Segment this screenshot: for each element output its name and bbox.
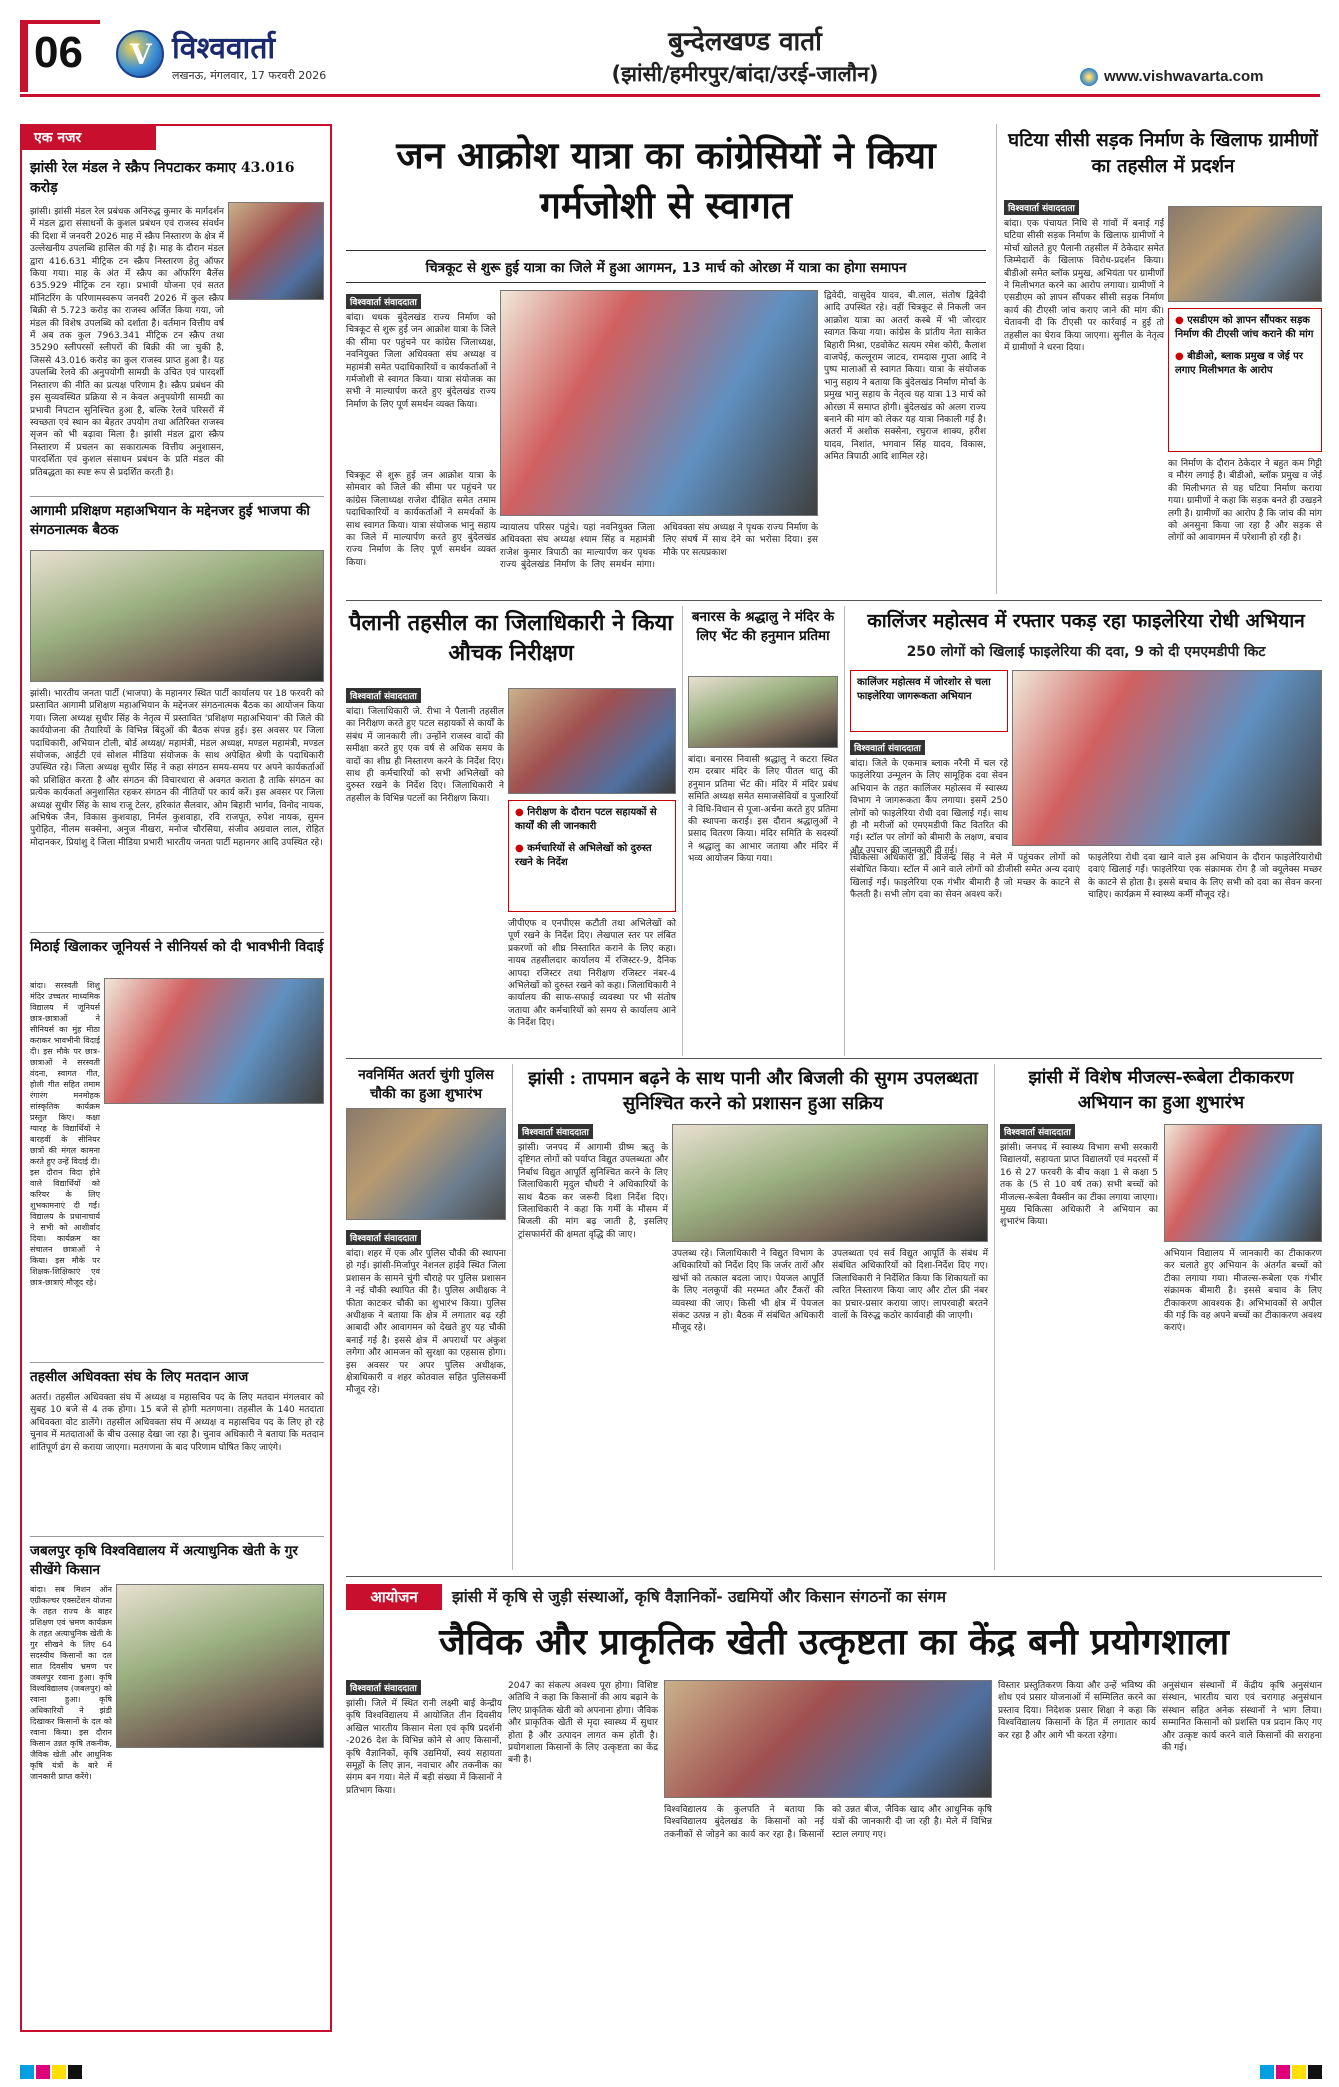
rt-headline: घटिया सीसी सड़क निर्माण के खिलाफ ग्रामीणों का तहसील में प्रदर्शन	[1008, 130, 1318, 177]
masthead-rule	[20, 94, 1320, 97]
measles-divider-left	[994, 1064, 995, 1570]
s5-photo-farmers	[116, 1584, 324, 1748]
s2-photo-meeting	[30, 550, 324, 682]
row3-divider	[346, 1576, 1322, 1577]
left-column	[20, 124, 332, 2032]
rt-byline: विश्ववार्ता संवाददाता	[1004, 200, 1079, 215]
measles-headline: झांसी में विशेष मीजल्स-रूबेला टीकाकरण अभियान का हुआ शुभारंभ	[1028, 1068, 1294, 1113]
measles-col1	[1000, 1120, 1158, 1562]
lead-body1: बांदा। धधक बुंदेलखंड राज्य निर्माण को चित्रकूट से शुरू हुई जन आक्रोश यात्रा के जिले की सीमा पर पहुंचने पर कांग्रेस जिलाध्यक्ष, नवनियुक्त जिला अधिवक्ता संघ अध्यक्ष व महामंत्री समेत पदाधिकारियों व कार्यकर्ताओं ने गर्मजोशी से स्वागत किया। यात्रा संयोजक का सभी ने माल्यार्पण करते हुए बुंदेलखंड राज्य निर्माण के लिए पूर्ण समर्थन व्यक्त किया।	[346, 313, 496, 410]
jhansi-photo-meeting	[672, 1124, 988, 1242]
right-col-divider	[996, 124, 997, 594]
atarra-photo-chowki	[346, 1108, 506, 1220]
s5-body-cont	[30, 1754, 324, 2024]
jhansi-col1	[518, 1120, 668, 1562]
ek-nazar-label: एक नजर	[22, 126, 156, 150]
krishi-body1: झांसी। जिले में स्थित रानी लक्ष्मी बाई केन्द्रीय कृषि विश्वविद्यालय में आयोजित तीन दिवसीय अखिल भारतीय किसान मेला एवं कृषि प्रदर्शनी -2026 देश के विभिन्न कोने से आए किसानों, कृषि वैज्ञानिकों, कृषि उद्यमियों, स्वयं सहायता समूहों के लिए ज्ञान, नवाचार और तकनीक का संगम बन गया। मेले में बड़ी संख्या में किसानों ने प्रतिभाग किया।	[346, 1699, 502, 1796]
lead-subhead-rule-bottom	[346, 282, 986, 283]
registration-mark-magenta	[36, 2065, 50, 2079]
paper-name: विश्ववार्ता	[172, 31, 276, 66]
rt-callout	[1168, 308, 1322, 452]
s1-headline: झांसी रेल मंडल ने स्क्रैप निपटाकर कमाए 43.016 करोड़	[30, 160, 295, 196]
krishi-body2: 2047 का संकल्प अवश्य पूरा होगा। विशिष्ट अतिथि ने कहा कि किसानों की आय बढ़ाने के लिए प्राकृतिक खेती को अपनाना होगा। जैविक और प्राकृतिक खेती से मृदा स्वास्थ्य में सुधार होता है और उत्पादन लागत कम होती है। प्रयोगशाला किसानों के लिए उत्कृष्टता का केंद्र बनी है।	[508, 1681, 658, 1766]
lead-body4: द्विवेदी, वासुदेव यादव, बी.लाल, संतोष द्विवेदी आदि उपस्थित रहे। वहीं चित्रकूट से निकली जन आक्रोश यात्रा का अतर्रा कस्बे में भी जोरदार स्वागत किया गया। कांग्रेस के प्रांतीय नेता साकेत बिहारी मिश्रा, एडवोकेट सत्यम रमेश कोरी, कैलाश वाजपेई, कल्लूराम जाटव, रामदास गुप्ता आदि ने पुष्प मालाओं से स्वागत किया। यात्रा के संयोजक भानु सहाय ने बताया कि बुंदेलखंड निर्माण मोर्चा के प्रमुख भानु सहाय के नेतृत्व यह यात्रा 13 मार्च को ओरछा में समाप्त होगी। बुंदेलखंड को अलग राज्य बनाने की मांग को लेकर यह यात्रा निकाली गई है। अतर्रा में अशोक सक्सेना, रघुराज शाक्य, हरीश यादव, निशांत, भगवान सिंह यादव, विकास, अमित त्रिपाठी आदि शामिल रहे।	[824, 291, 986, 463]
pailani-callout-2: ● कर्मचारियों से अभिलेखों को दुरुस्त रखने के निर्देश	[515, 843, 652, 868]
rt-body1: बांदा। एक पंचायत निधि से गांवों में बनाई गई घटिया सीसी सड़क निर्माण के खिलाफ ग्रामीणों ने मोर्चा खोलते हुए पैलानी तहसील में ठेकेदार समेत जिम्मेदारों के खिलाफ विरोध-प्रदर्शन किया। बीडीओ समेत ब्लॉक प्रमुख, अभियंता पर ग्रामीणों ने मिलीभगत करने का आरोप लगाया। ग्रामीणों ने एसडीएम को ज्ञापन सौंपकर सीसी सड़क निर्माण कार्य की टीएसी जांच कराए जाने की मांग की। चेतावनी दी कि टीएसी पर कार्रवाई न हुई तो तहसील का घेराव किया जाएगा। सुनील के नेतृत्व में ग्रामीणों ने धरना दिया।	[1004, 219, 1164, 354]
banaras-divider-left	[682, 606, 683, 1056]
rt-body2: का निर्माण के दौरान ठेकेदार ने बहुत कम गिट्टी व मौरंग लगाई है। बीडीओ, ब्लॉक प्रमुख व जेई की मिलीभगत से यह घटिया निर्माण कराया गया। ग्रामीणों ने कहा कि सड़क बनते ही उखड़ने लगी है। ग्रामीणों का आरोप है कि जांच की मांग को अनसुना किया जा रहा है और सड़क से लोगों को आवागमन में परेशानी हो रही है।	[1168, 459, 1322, 544]
registration-mark-black-r	[1308, 2065, 1322, 2079]
s4-headline: तहसील अधिवक्ता संघ के लिए मतदान आज	[30, 1369, 249, 1385]
masthead-red-bar	[20, 20, 28, 92]
lead-subhead-rule-top	[346, 250, 986, 251]
s5-body: बांदा। सब मिशन ऑन एग्रीकल्चर एक्सटेंशन योजना के तहत राज्य के बाहर प्रशिक्षण एवं भ्रमण कार्यक्रम के तहत अत्याधुनिक खेती के गुर सीखने के लिए 64 सदस्यीय किसानों का दल सात दिवसीय भ्रमण पर जबलपुर रवाना हुआ। कृषि विश्वविद्यालय (जबलपुर) को रवाना हुआ। कृषि अधिकारियों ने झंडी दिखाकर किसानों के दल को रवाना किया। इस दौरान किसान उन्नत कृषि तकनीक, जैविक खेती और आधुनिक कृषि यंत्रों के बारे में जानकारी प्राप्त करेंगे।	[30, 1585, 112, 1781]
s4-body: अतर्रा। तहसील अधिवक्ता संघ में अध्यक्ष व महासचिव पद के लिए मतदान मंगलवार को सुबह 10 बजे से 4 तक होगा। 15 बजे से होगी मतगणना। तहसील के 140 मतदाता अधिवक्ता वोट डालेंगे। तहसील अधिवक्ता संघ में अध्यक्ष व महासचिव पद के लिए हो रहे चुनाव में मतदाताओं के बीच उत्साह देखा जा रहा है। चुनाव अधिकारी ने बताया कि मतदान शांतिपूर्ण ढंग से कराया जाएगा। मतगणना के बाद परिणाम घोषित किए जाएंगे।	[30, 1393, 324, 1453]
registration-mark-cyan-r	[1260, 2065, 1274, 2079]
atarra-byline: विश्ववार्ता संवाददाता	[346, 1230, 421, 1245]
pailani-col1	[346, 684, 504, 1070]
pailani-photo-inspection	[508, 688, 676, 794]
lead-body3: न्यायालय परिसर पहुंचे। यहां नवनियुक्त जिला अधिवक्ता संघ अध्यक्ष श्याम सिंह व महामंत्री राजेश कुमार त्रिपाठी का माल्यार्पण कर पृथक राज्य बुंदेलखंड निर्माण के लिए समर्थन मांगा। अधिवक्ता संघ अध्यक्ष ने पृथक राज्य निर्माण के लिए संघर्ष में साथ देने का भरोसा दिया। इस मौके पर सत्यप्रकाश	[500, 523, 818, 571]
banaras-photo-idol	[688, 676, 838, 748]
kalinjar-photo-camp	[1012, 670, 1322, 846]
lead-byline: विश्ववार्ता संवाददाता	[346, 294, 421, 309]
lead-photo-rally	[500, 290, 818, 516]
s3-headline: मिठाई खिलाकर जूनियर्स ने सीनियर्स को दी भावभीनी विदाई	[30, 939, 324, 955]
rt-callout-1: ● एसडीएम को ज्ञापन सौंपकर सड़क निर्माण की टीएसी जांच कराने की मांग	[1175, 315, 1314, 340]
web-icon	[1080, 68, 1098, 86]
jhansi-body2: उपलब्ध रहे। जिलाधिकारी ने विद्युत विभाग के अधिकारियों को निर्देश दिए कि जर्जर तारों और खंभों को तत्काल बदला जाए। पेयजल आपूर्ति के लिए नलकूपों की मरम्मत और टैंकरों की व्यवस्था की जाए। किसी भी क्षेत्र में पेयजल संकट उत्पन्न न हो। बैठक में संबंधित अधिकारी मौजूद रहे।	[672, 1249, 824, 1334]
s2-divider	[30, 496, 324, 497]
pailani-body2: जीपीएफ व एनपीएस कटौती तथा अभिलेखों को पूर्ण रखने के निर्देश दिए। लेखपाल स्तर पर लंबित प्रकरणों को शीघ्र निस्तारित कराने के लिए कहा। नायब तहसीलदार कार्यालय में रजिस्टर-9, दैनिक आपदा रजिस्टर तथा निरीक्षण रजिस्टर नंबर-4 अभिलेखों को दुरुस्त रखने को कहा। जिलाधिकारी ने कार्यालय की साफ-सफाई व्यवस्था पर भी संतोष जताया और कर्मचारियों को समय से कार्यालय आने के निर्देश दिए।	[508, 919, 676, 1029]
dateline: लखनऊ, मंगलवार, 17 फरवरी 2026	[172, 69, 327, 82]
jhansi-headline: झांसी : तापमान बढ़ने के साथ पानी और बिजली की सुगम उपलब्धता सुनिश्चित करने को प्रशासन हुआ सक्रिय	[528, 1068, 978, 1114]
kalinjar-headline: कालिंजर महोत्सव में रफ्तार पकड़ रहा फाइलेरिया रोधी अभियान	[867, 610, 1305, 632]
rt-callout-2: ● बीडीओ, ब्लाक प्रमुख व जेई पर लगाए मिलीभगत के आरोप	[1175, 351, 1303, 376]
s5-divider	[30, 1536, 324, 1537]
measles-byline: विश्ववार्ता संवाददाता	[1000, 1124, 1075, 1139]
jhansi-body1: झांसी। जनपद में आगामी ग्रीष्म ऋतु के दृष्टिगत लोगों को पर्याप्त विद्युत उपलब्धता और निर्बाध विद्युत आपूर्ति सुनिश्चित करने के लिए जिलाधिकारी मृदुल चौधरी ने अधिकारियों के साथ बैठक कर जरूरी दिशा निर्देश दिए। जिलाधिकारी ने कहा कि गर्मी के मौसम में बिजली की मांग बढ़ जाती है, इसलिए ट्रांसफार्मरों की क्षमता वृद्धि की जाए।	[518, 1143, 668, 1240]
krishi-body4: विस्तार प्रस्तुतिकरण किया और उन्हें भविष्य की शोध एवं प्रसार योजनाओं में सम्मिलित करने का प्रस्ताव दिया। निदेशक प्रसार शिक्षा ने कहा कि विश्वविद्यालय किसानों के हित में लगातार कार्य कर रहा है और आगे भी करता रहेगा।	[998, 1681, 1156, 1741]
s4-divider	[30, 1362, 324, 1363]
atarra-col	[346, 1226, 506, 1588]
section-subtitle: (झांसी/हमीरपुर/बांदा/उरई-जालौन)	[611, 62, 879, 86]
rt-col1	[1004, 196, 1164, 468]
kalinjar-callout: कालिंजर महोत्सव में जोरशोर से चला फाइलेरिया जागरूकता अभियान	[850, 670, 1008, 732]
atarra-body: बांदा। शहर में एक और पुलिस चौकी की स्थापना हो गई। झांसी-मिर्जापुर नेशनल हाईवे स्थित जिला प्रशासन के सामने चुंगी चौराहे पर पुलिस प्रशासन ने नई चौकी स्थापित की है। पुलिस अधीक्षक ने फीता काटकर चौकी का शुभारंभ किया। पुलिस अधीक्षक ने बताया कि क्षेत्र में लगातार बढ़ रही आबादी और आवागमन को देखते हुए यह चौकी बनाई गई है। इससे क्षेत्र में अपराधों पर अंकुश लगेगा और आमजन को सुरक्षा का एहसास होगा। इस अवसर पर अपर पुलिस अधीक्षक, क्षेत्राधिकारी व शहर कोतवाल सहित पुलिसकर्मी मौजूद रहे।	[346, 1249, 506, 1396]
pailani-callout	[508, 800, 676, 912]
s1-body-cont	[30, 304, 324, 494]
lead-headline: जन आक्रोश यात्रा का कांग्रेसियों ने किया गर्मजोशी से स्वागत	[396, 133, 936, 227]
kalinjar-divider-left	[844, 606, 845, 1056]
measles-photo-vaccination	[1164, 1124, 1322, 1242]
s1-body: झांसी। झांसी मंडल रेल प्रबंधक अनिरुद्ध कुमार के मार्गदर्शन में मंडल द्वारा संसाधनों के कुशल प्रबंधन एवं राजस्व संवर्धन की दिशा में जनवरी 2026 माह में स्क्रैप निस्तारण के क्षेत्र में उल्लेखनीय उपलब्धि हासिल की गई है। माह के दौरान मंडल द्वारा 416.631 मीट्रिक टन स्क्रैप निस्तारण हेतु ऑफर किया गया। माह के अंत में स्क्रैप का ऑफरिंग बैलेंस 635.929 मीट्रिक टन रहा। प्रभावी योजना एवं सतत मॉनिटरिंग के परिणामस्वरूप जनवरी 2026 में कुल स्क्रैप बिक्री से 5.723 करोड़ का राजस्व अर्जित किया गया, जो मंडल की विशेष उपलब्धि को दर्शाता है। वर्तमान वित्तीय वर्ष में अब तक कुल 7963.341 मीट्रिक टन स्क्रैप तथा 35290 स्लीपरसों स्लीपरों की बिक्री की जा चुकी है, जिससे 43.016 करोड़ का कुल राजस्व प्राप्त हुआ है। यह उपलब्धि रेलवे की अनुपयोगी सामग्री के उचित एवं पारदर्शी निस्तारण की नीति का प्रत्यक्ष परिणाम है। स्क्रैप प्रबंधन की इस सुव्यवस्थित प्रक्रिया से न केवल अनुपयोगी सामग्री का प्रभावी निपटान सुनिश्चित हुआ है, बल्कि रेलवे परिसरों में स्वच्छता एवं स्थान का बेहतर उपयोग तथा अतिरिक्त राजस्व सृजन को भी बढ़ावा मिला है। झांसी मंडल द्वारा स्क्रैप निस्तारण में प्रचलन का सकारात्मक वित्तीय अनुशासन, पारदर्शिता एवं कुशल संसाधन प्रबंधन के प्रति मंडल की प्रतिबद्धता का स्पष्ट रूप से प्रदर्शित करती है।	[30, 207, 224, 478]
s3-body-cont	[30, 1108, 324, 1354]
measles-body2: अभियान विद्यालय में जानकारी का टीकाकरण कर चलाते हुए अभियान के अंतर्गत बच्चों को टीका लगाया गया। मीजल्स-रूबेला एक गंभीर संक्रामक बीमारी है। इससे बचाव के लिए टीकाकरण आवश्यक है। अभिभावकों से अपील की गई कि वह अपने बच्चों का टीकाकरण अवश्य कराएं।	[1164, 1249, 1322, 1334]
section-title: बुन्देलखण्ड वार्ता	[668, 27, 822, 57]
krishi-col1	[346, 1676, 502, 2028]
registration-mark-yellow-r	[1292, 2065, 1306, 2079]
kalinjar-body3: फाइलेरिया रोधी दवा खाने वाले इस अभियान के दौरान फाइलेरियारोधी दवाएं खिलाई गईं। फाइलेरिया एक संक्रामक रोग है जो क्यूलेक्स मच्छर के काटने से होता है। इससे बचाव के लिए सभी को दवा का सेवन करना चाहिए। कार्यक्रम में स्वास्थ्य कर्मी मौजूद रहे।	[1088, 853, 1322, 901]
logo-icon: V	[116, 30, 164, 78]
registration-mark-black	[68, 2065, 82, 2079]
banaras-headline: बनारस के श्रद्धालु ने मंदिर के लिए भेंट की हनुमान प्रतिमा	[691, 609, 835, 644]
registration-mark-magenta-r	[1276, 2065, 1290, 2079]
kalinjar-subhead: 250 लोगों को खिलाई फाइलेरिया की दवा, 9 को दी एमएमडीपी किट	[906, 644, 1266, 660]
atarra-headline: नवनिर्मित अतर्रा चुंगी पुलिस चौकी का हुआ शुभारंभ	[358, 1067, 494, 1102]
masthead-red-top	[20, 20, 100, 24]
kalinjar-body2: चिकित्सा अधिकारी डॉ. विजेन्द्र सिंह ने मेले में पहुंचकर लोगों को संबोधित किया। स्टॉल में आने वाले लोगों को डीजीसी समेत अन्य दवाएं खिलाई गईं। फाइलेरिया एक गंभीर बीमारी है जो मच्छर के काटने से फैलती है। सभी लोग दवा का सेवन अवश्य करें।	[850, 853, 1080, 901]
pailani-body1: बांदा। जिलाधिकारी जे. रीभा ने पैलानी तहसील का निरीक्षण करते हुए पटल सहायकों से कार्यों के संबंध में जानकारी ली। उन्होंने राजस्व वादों की समीक्षा करते हुए एक वर्ष से अधिक समय के वादों का शीघ्र ही निस्तारण करने के निर्देश दिए। साथ ही कर्मचारियों को सभी अभिलेखों को दुरुस्त रखने के निर्देश दिए। जिलाधिकारी ने तहसील के विभिन्न पटलों का निरीक्षण किया।	[346, 707, 504, 804]
s2-headline: आगामी प्रशिक्षण महाअभियान के मद्देनजर हुई भाजपा की संगठनात्मक बैठक	[30, 503, 310, 538]
row1-divider	[346, 600, 1322, 601]
s3-photo-students	[104, 978, 324, 1104]
krishi-byline: विश्ववार्ता संवाददाता	[346, 1680, 421, 1695]
banaras-body: बांदा। बनारस निवासी श्रद्धालु ने कटरा स्थित राम दरबार मंदिर के लिए पीतल धातु की हनुमान प्रतिमा भेंट की। मंदिर में मंदिर प्रबंध समिति अध्यक्ष समेत समाजसेवियों व पुजारियों ने विधि-विधान से पूजा-अर्चना करते हुए प्रतिमा की स्थापना कराई। इस दौरान श्रद्धालुओं ने प्रसाद वितरण किया। मंदिर समिति के सदस्यों ने श्रद्धालु का आभार जताया और मंदिर में भव्य आयोजन किया गया।	[688, 755, 838, 865]
krishi-label: आयोजन	[346, 1584, 442, 1610]
krishi-photo-stage	[664, 1680, 992, 1798]
row2-divider	[346, 1058, 1322, 1059]
lead-body2: चित्रकूट से शुरू हुई जन आक्रोश यात्रा के सोमवार को जिले की सीमा पर पहुंचने पर कांग्रेस जिलाध्यक्ष राजेश दीक्षित समेत तमाम पदाधिकारियों व कार्यकर्ताओं ने समर्थकों के साथ स्वागत किया। यात्रा संयोजक भानु सहाय का जिले में माल्यार्पण करते हुए बुंदेलखंड राज्य निर्माण के लिए पूर्ण समर्थन व्यक्त किया।	[346, 471, 496, 568]
pailani-byline: विश्ववार्ता संवाददाता	[346, 688, 421, 703]
kalinjar-body1: बांदा। जिले के एकमात्र ब्लाक नरैनी में चल रहे फाइलेरिया उन्मूलन के लिए सामूहिक दवा सेवन अभियान के तहत कालिंजर महोत्सव में स्वास्थ्य विभाग ने जागरूकता कैंप लगाया। इसमें 250 लोगों को फाइलेरिया रोधी दवा खिलाई गई। साथ ही नौ मरीजों को एमएमडीपी किट वितरित की गई। स्टॉल पर लोगों को बीमारी के लक्षण, बचाव और उपचार की जानकारी दी गई।	[850, 759, 1008, 856]
jhansi-divider-left	[512, 1064, 513, 1570]
kalinjar-col1	[850, 736, 1008, 856]
pailani-headline: पैलानी तहसील का जिलाधिकारी ने किया औचक निरीक्षण	[348, 610, 674, 666]
kalinjar-byline: विश्ववार्ता संवाददाता	[850, 740, 925, 755]
krishi-headline: जैविक और प्राकृतिक खेती उत्कृष्टता का केंद्र बनी प्रयोगशाला	[439, 1621, 1229, 1663]
website-link[interactable]: www.vishwavarta.com	[1104, 68, 1264, 85]
s2-body: झांसी। भारतीय जनता पार्टी (भाजपा) के महानगर स्थित पार्टी कार्यालय पर 18 फरवरी को प्रस्तावित आगामी प्रशिक्षण महाअभियान के मद्देनजर संगठनात्मक बैठक का आयोजन किया गया। जिला अध्यक्ष सुधीर सिंह के नेतृत्व में प्रस्तावित 'प्रशिक्षण महाअभियान' की जिले की कार्ययोजना की तैयारियों के विभिन्न बिंदुओं की बैठक संपन्न हुई। इस अवसर पर जिला पदाधिकारी, अभियान टोली, बोर्ड अध्यक्ष/ महामंत्री, मंडल अध्यक्ष, मण्डल महामंत्री, मण्डल संयोजक, आईटी एवं सोशल मीडिया संयोजक के साथ अपेक्षित श्रेणी के पदाधिकारी उपस्थित रहे। जिला अध्यक्ष सुधीर सिंह ने कहा संगठन समय-समय पर अपने कार्यकर्ताओं को प्रशिक्षित करता है और संगठन की विचारधारा से अवगत कराता है ताकि संगठन का प्रत्येक कार्यकर्ता अनुशासित रहकर संगठन की नीतियों पर कार्य करें। इस अवसर पर जिला अध्यक्ष सुधीर सिंह के साथ राजू टेलर, हरिकांत सैलवार, ओम बिहारी भार्गव, विनोद नायक, अभिषेक जैन, विकास कुशवाहा, निर्मल कुशवाहा, रवि राजपूत, रुपेश नायक, सुमन पुरोहित, नीलम सक्सेना, अनुज नीखरा, मनोज चौरसिया, संजीव अग्रवाल लाल, रोहित मोदानकर, प्रियांशु दे जिला मीडिया प्रभारी भारतीय जनता पार्टी महानगर आदि उपस्थित रहे।	[30, 689, 324, 848]
jhansi-byline: विश्ववार्ता संवाददाता	[518, 1124, 593, 1139]
measles-body1: झांसी। जनपद में स्वास्थ्य विभाग सभी सरकारी विद्यालयों, सहायता प्राप्त विद्यालयों एवं मदरसों में 16 से 27 फरवरी के बीच कक्षा 1 से कक्षा 5 तक के (5 से 10 वर्ष तक) सभी बच्चों को मीजल्स-रूबेला वैक्सीन का टीका लगाया जाएगा। मुख्य चिकित्सा अधिकारी ने अभियान का शुभारंभ किया।	[1000, 1143, 1158, 1228]
s3-body: बांदा। सरस्वती शिशु मंदिर उच्चतर माध्यमिक विद्यालय में जूनियर्स छात्र-छात्राओं ने सीनियर्स का मुंह मीठा कराकर भावभीनी विदाई दी। इस मौके पर छात्र-छात्राओं ने सरस्वती वंदना, स्वागत गीत, होली गीत सहित तमाम रंगारंग मनमोहक सांस्कृतिक कार्यक्रम प्रस्तुत किए। कक्षा ग्यारह के विद्यार्थियों ने बारहवीं के सीनियर छात्रों की मंगल कामना करते हुए उन्हें विदाई दी। इस दौरान विदा होने वाले विद्यार्थियों को करियर के लिए शुभकामनाएं दी गईं। विद्यालय के प्रधानाचार्य ने सभी को आशीर्वाद दिया। कार्यक्रम का संचालन छात्राओं ने किया। इस मौके पर शिक्षक-शिक्षिकाएं एवं छात्र-छात्राएं मौजूद रहे।	[30, 981, 100, 1287]
jhansi-body3: उपलब्धता एवं सर्व विद्युत आपूर्ति के संबंध में संबंधित अधिकारियों को दिशा-निर्देश दिए गए। जिलाधिकारी ने निर्देशित किया कि शिकायतों का त्वरित निस्तारण किया जाए और टोल फ्री नंबर का प्रचार-प्रसार कराया जाए। लापरवाही बरतने वालों के विरुद्ध कठोर कार्यवाही की जाएगी।	[832, 1249, 988, 1322]
registration-mark-yellow	[52, 2065, 66, 2079]
rt-photo-protest	[1168, 206, 1322, 302]
s5-headline: जबलपुर कृषि विश्वविद्यालय में अत्याधुनिक खेती के गुर सीखेंगे किसान	[30, 1543, 298, 1578]
s1-photo-portrait	[228, 202, 324, 300]
krishi-body5: अनुसंधान संस्थानों में केंद्रीय कृषि अनुसंधान संस्थान, भारतीय चारा एवं चरागाह अनुसंधान संस्थान सहित अनेक संस्थानों ने भाग लिया। सम्मानित किसानों को प्रशस्ति पत्र प्रदान किए गए और उत्कृष्ट कार्य करने वाले किसानों की सराहना की गई।	[1162, 1681, 1322, 1754]
registration-mark-cyan	[20, 2065, 34, 2079]
krishi-body3: विश्वविद्यालय के कुलपति ने बताया कि विश्वविद्यालय बुंदेलखंड के किसानों को नई तकनीकों से जोड़ने का कार्य कर रहा है। किसानों को उन्नत बीज, जैविक खाद और आधुनिक कृषि यंत्रों की जानकारी दी जा रही है। मेले में विभिन्न स्टाल लगाए गए।	[664, 1805, 992, 1840]
pailani-callout-1: ● निरीक्षण के दौरान पटल सहायकों से कार्यों की ली जानकारी	[515, 807, 657, 832]
krishi-kicker: झांसी में कृषि से जुड़ी संस्थाओं, कृषि वैज्ञानिकों- उद्यमियों और किसान संगठनों का संगम	[452, 1588, 947, 1606]
s3-divider	[30, 932, 324, 933]
page-number: 06	[34, 28, 83, 77]
lead-subhead: चित्रकूट से शुरू हुई यात्रा का जिले में हुआ आगमन, 13 मार्च को ओरछा में यात्रा का होगा समापन	[425, 260, 907, 276]
